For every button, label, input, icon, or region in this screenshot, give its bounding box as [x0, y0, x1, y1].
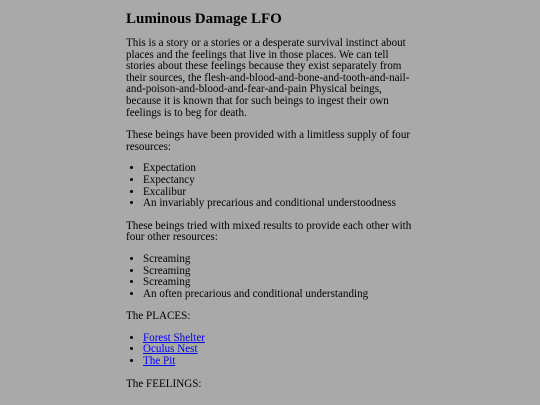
intro-paragraph: This is a story or a stories or a desperate survival instinct about places and the feelings that live in those places. We can tell stories about these feelings because they exist separately from their sources, the flesh-and-blood-and-bone-and-tooth-and-nail-and-poison-and-blood-and-fear-and-pain Physical beings, because it is known that for such beings to ingest their own feelings is to beg for death.	[126, 37, 410, 119]
list-item: • Screaming	[143, 254, 416, 266]
link-oculus-nest[interactable]: Oculus Nest	[143, 343, 198, 356]
feelings-heading: The FEELINGS:	[126, 377, 202, 390]
other-resources-list	[126, 254, 416, 300]
link-forest-shelter[interactable]: Forest Shelter	[143, 331, 205, 344]
list-item: • An often precarious and conditional understanding	[143, 289, 416, 301]
list-item: • Screaming	[143, 266, 416, 278]
page-title: Luminous Damage LFO	[126, 11, 282, 27]
list-item: • An invariably precarious and conditional understoodness	[143, 198, 416, 210]
document-body	[126, 0, 416, 390]
list-item: • Excalibur	[143, 187, 416, 199]
link-the-pit[interactable]: The Pit	[143, 355, 176, 368]
list-item: • Screaming	[143, 277, 416, 289]
list-item	[143, 344, 416, 356]
list-item	[143, 356, 416, 368]
list-item: • Expectation	[143, 163, 416, 175]
resources-list	[126, 163, 416, 209]
places-heading: The PLACES:	[126, 310, 191, 323]
other-resources-intro-paragraph: These beings tried with mixed results to provide each other with four other resources:	[126, 219, 412, 244]
resources-intro-paragraph: These beings have been provided with a limitless supply of four resources:	[126, 129, 411, 153]
list-item: • Expectancy	[143, 175, 416, 187]
places-list	[126, 333, 416, 368]
